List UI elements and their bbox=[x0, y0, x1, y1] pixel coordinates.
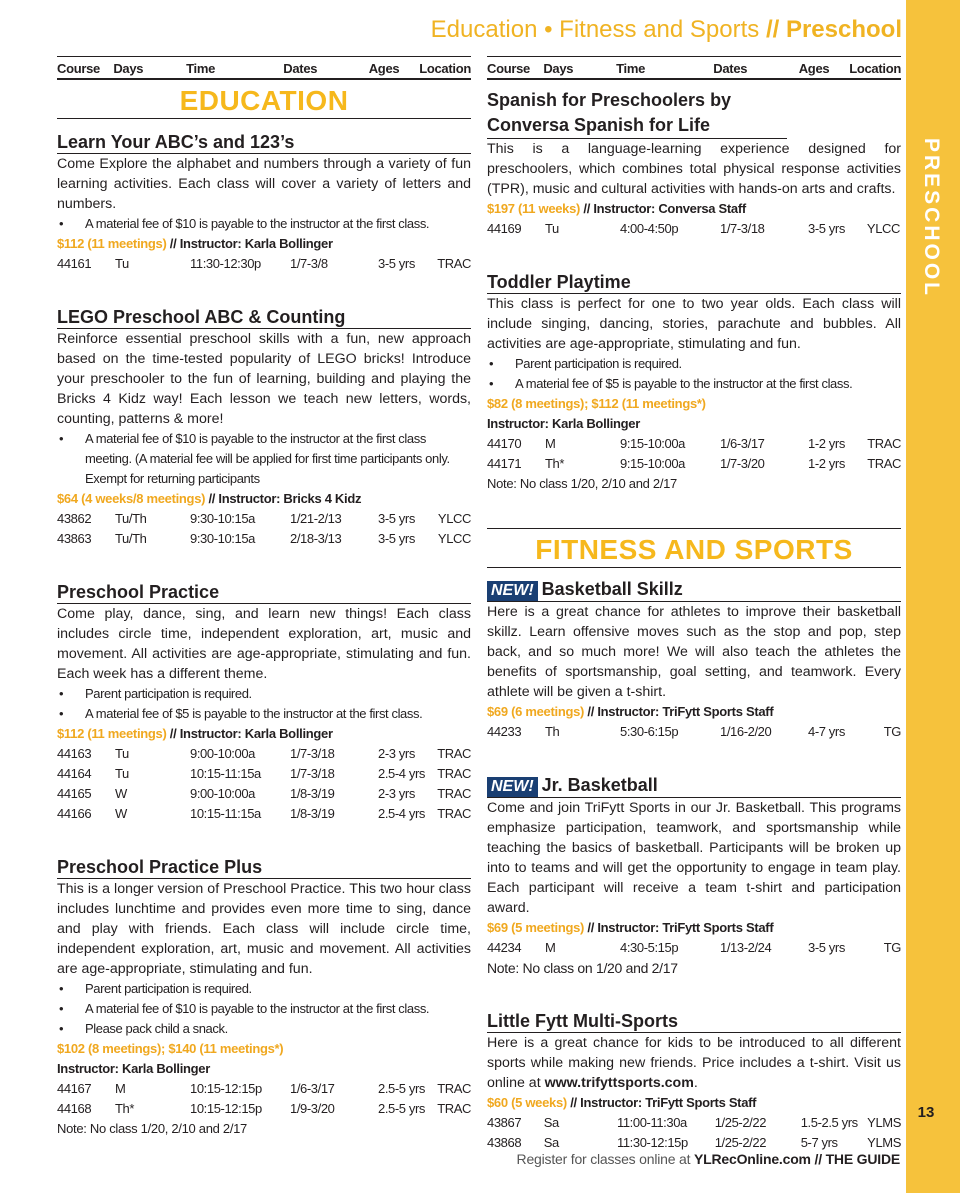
course-number: 44164 bbox=[57, 766, 92, 781]
ages: 2.5-4 yrs bbox=[378, 806, 425, 821]
location: TRAC bbox=[437, 786, 471, 801]
time: 9:15-10:00a bbox=[620, 436, 685, 451]
new-badge: NEW! bbox=[487, 777, 538, 797]
ages: 3-5 yrs bbox=[378, 531, 415, 546]
price: $112 (11 meetings) bbox=[57, 726, 167, 741]
course-jr-basketball bbox=[487, 774, 901, 978]
ages: 3-5 yrs bbox=[808, 940, 845, 955]
dates: 1/21-2/13 bbox=[290, 511, 342, 526]
schedule-row bbox=[57, 509, 471, 529]
dates: 1/25-2/22 bbox=[714, 1135, 767, 1150]
footer-text: Register for classes online at bbox=[516, 1151, 694, 1167]
dates: 1/6-3/17 bbox=[290, 1081, 335, 1096]
location: TRAC bbox=[437, 256, 471, 271]
left-column bbox=[57, 56, 471, 1139]
ages: 5-7 yrs bbox=[800, 1135, 838, 1150]
course-description: This is a language-learning experience designed for preschoolers, which combines total physical response activities (TPR), music and cultural activities with hands-on arts and crafts. bbox=[487, 141, 901, 197]
col-time: Time bbox=[186, 61, 216, 76]
course-number: 44166 bbox=[57, 806, 92, 821]
instructor: // Instructor: Karla Bollinger bbox=[166, 726, 333, 741]
price: $102 (8 meetings); $140 (11 meetings*) bbox=[57, 1041, 284, 1056]
location: TRAC bbox=[867, 436, 901, 451]
ages: 2.5-4 yrs bbox=[378, 766, 425, 781]
days: M bbox=[115, 1081, 126, 1096]
time: 10:15-12:15p bbox=[190, 1081, 262, 1096]
schedule-row bbox=[57, 744, 471, 764]
course-number: 43867 bbox=[487, 1115, 522, 1130]
ages: 2-3 yrs bbox=[378, 786, 415, 801]
footer-site-link[interactable]: YLRecOnline.com bbox=[694, 1151, 811, 1167]
instructor: // Instructor: Bricks 4 Kidz bbox=[205, 491, 362, 506]
side-tab-label: PRESCHOOL bbox=[920, 138, 943, 299]
bullet-list bbox=[57, 429, 471, 489]
instructor: // Instructor: Karla Bollinger bbox=[166, 236, 333, 251]
days: M bbox=[545, 436, 556, 451]
footer bbox=[517, 1151, 900, 1167]
col-ages: Ages bbox=[368, 61, 400, 76]
course-number: 44168 bbox=[57, 1101, 92, 1116]
header-education: Education bbox=[430, 16, 538, 43]
course-title-row bbox=[487, 774, 901, 798]
course-number: 44233 bbox=[487, 724, 522, 739]
course-description: Come and join TriFytt Sports in our Jr. Basketball. This programs emphasize participation, teamwork, and sportsmanship while teaching the basics of basketball. Participants will be broken up into to teams and will get the opportunity to engage in team play. Each participant will receive a team t-shirt and participation award. bbox=[487, 800, 901, 916]
col-dates: Dates bbox=[713, 61, 748, 76]
location: YLCC bbox=[437, 511, 471, 526]
header-fitness: Fitness and Sports bbox=[559, 16, 760, 43]
dates: 1/9-3/20 bbox=[290, 1101, 335, 1116]
schedule-row bbox=[57, 764, 471, 784]
location: TRAC bbox=[437, 766, 471, 781]
dates: 1/13-2/24 bbox=[720, 940, 772, 955]
location: TRAC bbox=[437, 746, 471, 761]
schedule-row bbox=[487, 1133, 901, 1153]
location: YLMS bbox=[867, 1135, 901, 1150]
dates: 1/8-3/19 bbox=[290, 806, 335, 821]
dates: 1/6-3/17 bbox=[720, 436, 765, 451]
price-line bbox=[487, 394, 901, 414]
course-learn-abc bbox=[57, 131, 471, 274]
course-description: This class is perfect for one to two year olds. Each class will include singing, dancing, stories, parachute and bubbles. All activities are age-appropriate, stimulating and fun. bbox=[487, 296, 901, 352]
days: Th* bbox=[545, 456, 565, 471]
bullet-item: • A material fee of $10 is payable to the instructor at the first class. bbox=[57, 999, 471, 1019]
schedule-row bbox=[487, 938, 901, 958]
bullet-item: • Parent participation is required. bbox=[487, 354, 901, 374]
course-number: 44234 bbox=[487, 940, 522, 955]
price: $69 (6 meetings) bbox=[487, 704, 585, 719]
course-title: Basketball Skillz bbox=[541, 579, 683, 599]
days: W bbox=[115, 786, 127, 801]
location: TRAC bbox=[437, 1081, 471, 1096]
location: YLCC bbox=[866, 221, 900, 236]
ages: 2.5-5 yrs bbox=[378, 1101, 425, 1116]
column-header bbox=[487, 56, 901, 80]
col-time: Time bbox=[616, 61, 646, 76]
schedule-row bbox=[57, 1079, 471, 1099]
course-description: Come play, dance, sing, and learn new things! Each class includes circle time, independent exploration, art, music and movement. All activities are age-appropriate, stimulating and fun. Each week has a different theme. bbox=[57, 606, 471, 682]
course-description: Come Explore the alphabet and numbers through a variety of fun learning activities. Each class will cover a variety of letters and numbers. bbox=[57, 156, 471, 212]
schedule-row bbox=[57, 1099, 471, 1119]
ages: 1-2 yrs bbox=[808, 456, 845, 471]
bullet-item: • Please pack child a snack. bbox=[57, 1019, 471, 1039]
days: Tu/Th bbox=[115, 531, 147, 546]
price-line bbox=[487, 702, 901, 722]
col-location: Location bbox=[419, 61, 471, 76]
col-course: Course bbox=[487, 61, 530, 76]
time: 4:30-5:15p bbox=[620, 940, 679, 955]
bullet-item: • A material fee of $5 is payable to the instructor at the first class. bbox=[487, 374, 901, 394]
course-number: 44165 bbox=[57, 786, 92, 801]
time: 9:30-10:15a bbox=[190, 511, 255, 526]
course-title: Jr. Basketball bbox=[541, 775, 658, 795]
section-title-education: EDUCATION bbox=[57, 80, 471, 119]
days: Th* bbox=[115, 1101, 135, 1116]
schedule-note: Note: No class on 1/20 and 2/17 bbox=[487, 960, 678, 976]
price: $60 (5 weeks) bbox=[487, 1095, 567, 1110]
location: TRAC bbox=[437, 806, 471, 821]
course-number: 44167 bbox=[57, 1081, 92, 1096]
schedule-row bbox=[57, 804, 471, 824]
course-description: Here is a great chance for athletes to improve their basketball skillz. Learn offensive moves such as the stop and pop, step back, and so much more! We will also teach the athletes the benefits of sportsmanship, goal setting, and teamwork. Every athlete will be given a t-shirt. bbox=[487, 604, 901, 700]
time: 10:15-11:15a bbox=[190, 806, 261, 821]
schedule-row bbox=[487, 454, 901, 474]
course-title: Toddler Playtime bbox=[487, 271, 901, 294]
ages: 1-2 yrs bbox=[808, 436, 845, 451]
schedule-note: Note: No class 1/20, 2/10 and 2/17 bbox=[487, 476, 677, 491]
price-line bbox=[57, 724, 471, 744]
col-dates: Dates bbox=[283, 61, 318, 76]
days: Tu/Th bbox=[115, 511, 147, 526]
time: 5:30-6:15p bbox=[620, 724, 679, 739]
price: $197 (11 weeks) bbox=[487, 201, 581, 216]
price: $82 (8 meetings); $112 (11 meetings*) bbox=[487, 396, 706, 411]
page-header bbox=[431, 16, 902, 44]
time: 4:00-4:50p bbox=[620, 221, 679, 236]
bullet-item: • A material fee of $5 is payable to the instructor at the first class. bbox=[57, 704, 471, 724]
ages: 4-7 yrs bbox=[808, 724, 845, 739]
course-preschool-practice-plus bbox=[57, 856, 471, 1139]
location: TRAC bbox=[437, 1101, 471, 1116]
dates: 1/7-3/20 bbox=[720, 456, 765, 471]
ages: 3-5 yrs bbox=[378, 511, 415, 526]
new-badge: NEW! bbox=[487, 581, 538, 601]
ages: 1.5-2.5 yrs bbox=[800, 1115, 858, 1130]
days: Tu bbox=[545, 221, 559, 236]
col-days: Days bbox=[113, 61, 144, 76]
bullet-item: • A material fee of $10 is payable to the instructor at the first class. bbox=[57, 214, 471, 234]
dates: 1/25-2/22 bbox=[714, 1115, 767, 1130]
location: TRAC bbox=[867, 456, 901, 471]
time: 9:00-10:00a bbox=[190, 746, 255, 761]
course-number: 44171 bbox=[487, 456, 522, 471]
schedule-row bbox=[57, 784, 471, 804]
course-description: Reinforce essential preschool skills with a fun, new approach based on the time-tested popularity of LEGO bricks! Introduce your preschooler to the fun of learning, building and playing the Bricks 4 Kidz way! Each lesson we teach new letters, words, counting, patterns & more! bbox=[57, 331, 471, 427]
bullet-item: • Parent participation is required. bbox=[57, 979, 471, 999]
description-end: . bbox=[693, 1075, 698, 1091]
col-days: Days bbox=[543, 61, 574, 76]
course-title: Spanish for Preschoolers by Conversa Spanish for Life bbox=[487, 88, 787, 139]
instructor: // Instructor: Conversa Staff bbox=[580, 201, 746, 216]
price-line bbox=[57, 234, 471, 254]
price-line bbox=[57, 1039, 471, 1059]
ages: 3-5 yrs bbox=[378, 256, 415, 271]
days: Tu bbox=[115, 256, 129, 271]
schedule-row bbox=[487, 434, 901, 454]
bullet-list bbox=[57, 214, 471, 234]
dates: 2/18-3/13 bbox=[290, 531, 342, 546]
time: 10:15-12:15p bbox=[190, 1101, 262, 1116]
time: 9:00-10:00a bbox=[190, 786, 255, 801]
course-title: LEGO Preschool ABC & Counting bbox=[57, 306, 471, 329]
instructor: // Instructor: TriFytt Sports Staff bbox=[584, 920, 774, 935]
instructor: // Instructor: TriFytt Sports Staff bbox=[566, 1095, 757, 1110]
time: 9:30-10:15a bbox=[190, 531, 255, 546]
header-slashes: // bbox=[759, 16, 786, 43]
bullet-list bbox=[487, 354, 901, 394]
time: 11:30-12:15p bbox=[616, 1135, 688, 1150]
column-header bbox=[57, 56, 471, 80]
price-line bbox=[487, 199, 901, 219]
instructor: Instructor: Karla Bollinger bbox=[487, 416, 640, 431]
course-title: Preschool Practice bbox=[57, 581, 471, 604]
dates: 1/7-3/8 bbox=[290, 256, 328, 271]
course-number: 43863 bbox=[57, 531, 92, 546]
col-course: Course bbox=[57, 61, 100, 76]
footer-guide: // THE GUIDE bbox=[810, 1151, 900, 1167]
course-description: This is a longer version of Preschool Practice. This two hour class includes lunchtime and provides even more time to sing, dance and play with friends. Each class will include circle time, independent exploration, art, music and movement. All activities are age-appropriate, stimulating and fun. bbox=[57, 881, 471, 977]
course-spanish bbox=[487, 88, 901, 239]
course-lego bbox=[57, 306, 471, 549]
course-preschool-practice bbox=[57, 581, 471, 824]
ages: 2-3 yrs bbox=[378, 746, 415, 761]
course-description bbox=[487, 1033, 901, 1093]
dates: 1/8-3/19 bbox=[290, 786, 335, 801]
schedule-row bbox=[57, 254, 471, 274]
schedule-row bbox=[487, 1113, 901, 1133]
course-number: 43868 bbox=[487, 1135, 522, 1150]
course-number: 43862 bbox=[57, 511, 92, 526]
schedule-note: Note: No class 1/20, 2/10 and 2/17 bbox=[57, 1121, 247, 1136]
time: 9:15-10:00a bbox=[620, 456, 685, 471]
website-link[interactable]: www.trifyttsports.com bbox=[544, 1075, 694, 1091]
right-column bbox=[487, 56, 901, 1153]
days: Sa bbox=[543, 1135, 559, 1150]
course-number: 44169 bbox=[487, 221, 522, 236]
side-tab bbox=[906, 0, 960, 1193]
bullet-list bbox=[57, 979, 471, 1039]
location: TG bbox=[883, 940, 901, 955]
schedule-row bbox=[57, 529, 471, 549]
course-title: Learn Your ABC’s and 123’s bbox=[57, 131, 471, 154]
ages: 2.5-5 yrs bbox=[378, 1081, 425, 1096]
bullet-item: • Parent participation is required. bbox=[57, 684, 471, 704]
page-number: 13 bbox=[917, 1104, 935, 1121]
days: Th bbox=[545, 724, 560, 739]
course-number: 44163 bbox=[57, 746, 92, 761]
header-section: Preschool bbox=[785, 16, 902, 43]
price: $112 (11 meetings) bbox=[57, 236, 167, 251]
col-ages: Ages bbox=[798, 61, 830, 76]
days: W bbox=[115, 806, 127, 821]
time: 10:15-11:15a bbox=[190, 766, 261, 781]
location: TG bbox=[883, 724, 901, 739]
location: YLMS bbox=[867, 1115, 901, 1130]
instructor: // Instructor: TriFytt Sports Staff bbox=[584, 704, 774, 719]
course-number: 44161 bbox=[57, 256, 92, 271]
days: M bbox=[545, 940, 556, 955]
description-text: Here is a great chance for kids to be introduced to all different sports while making new friends. Price includes a t-shirt. Visit us online at bbox=[487, 1035, 901, 1091]
bullet-list bbox=[57, 684, 471, 724]
price-line bbox=[487, 1093, 901, 1113]
price-line bbox=[57, 489, 471, 509]
days: Sa bbox=[543, 1115, 559, 1130]
days: Tu bbox=[115, 766, 129, 781]
ages: 3-5 yrs bbox=[808, 221, 845, 236]
price: $64 (4 weeks/8 meetings) bbox=[57, 491, 206, 506]
price-line bbox=[487, 918, 901, 938]
course-title: Preschool Practice Plus bbox=[57, 856, 471, 879]
instructor: Instructor: Karla Bollinger bbox=[57, 1061, 210, 1076]
header-bullet: • bbox=[537, 16, 560, 43]
course-title: Little Fytt Multi-Sports bbox=[487, 1010, 901, 1033]
schedule-row bbox=[487, 722, 901, 742]
location: YLCC bbox=[437, 531, 471, 546]
course-number: 44170 bbox=[487, 436, 522, 451]
time: 11:00-11:30a bbox=[616, 1115, 687, 1130]
section-title-fitness: FITNESS AND SPORTS bbox=[487, 528, 901, 568]
dates: 1/7-3/18 bbox=[720, 221, 765, 236]
col-location: Location bbox=[849, 61, 901, 76]
dates: 1/16-2/20 bbox=[720, 724, 772, 739]
course-toddler-playtime bbox=[487, 271, 901, 494]
course-basketball-skillz bbox=[487, 578, 901, 742]
price: $69 (5 meetings) bbox=[487, 920, 585, 935]
dates: 1/7-3/18 bbox=[290, 766, 335, 781]
dates: 1/7-3/18 bbox=[290, 746, 335, 761]
days: Tu bbox=[115, 746, 129, 761]
course-little-fytt bbox=[487, 1010, 901, 1153]
schedule-row bbox=[487, 219, 901, 239]
bullet-item: • A material fee of $10 is payable to the instructor at the first class meeting. (A material fee will be applied for first time participants only. Exempt for returning participants bbox=[57, 429, 471, 489]
course-title-row bbox=[487, 578, 901, 602]
time: 11:30-12:30p bbox=[190, 256, 261, 271]
